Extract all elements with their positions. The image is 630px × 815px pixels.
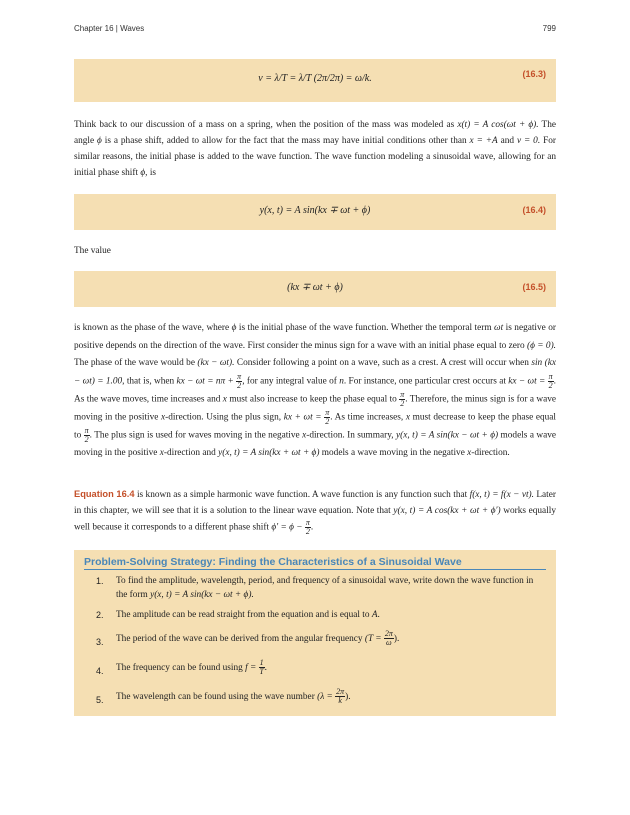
text: is known as a simple harmonic wave function. A wave function is any function such that: [134, 490, 470, 500]
math: f =: [245, 663, 259, 673]
denominator: 2: [237, 380, 242, 390]
math: y(x, t) = A cos(kx + ωt + ϕ′): [393, 506, 501, 516]
text: must also increase to keep the phase equal to: [226, 394, 400, 405]
item-number: 2.: [96, 610, 104, 620]
denominator: 2: [548, 380, 553, 390]
equation-box-16-5: [74, 271, 556, 307]
text: models a wave moving in the negative: [319, 448, 468, 459]
denominator: k: [338, 696, 342, 706]
item-number: 1.: [96, 576, 104, 586]
text: The angle: [74, 120, 556, 146]
math: x: [222, 394, 227, 405]
text: For similar reasons, the initial phase is added to the wave function. The wave function modeling a sinusoidal wave, allowing for an initial phase shift: [74, 136, 556, 178]
text: works equally well because it corresponds to a different phase shift: [74, 506, 556, 533]
page-number: 799: [542, 24, 556, 33]
text: . As the wave moves, time increases and: [74, 376, 556, 405]
text: Think back to our discussion of a mass on a spring, when the position of the mass was modeled as: [74, 120, 458, 130]
paragraph-phase-of-wave: [74, 320, 556, 463]
item-number: 3.: [96, 637, 104, 647]
math: (kx − ωt).: [197, 358, 235, 368]
math: kx − ωt = nπ +: [176, 376, 237, 387]
text: is: [147, 168, 157, 178]
denominator: 2: [400, 398, 405, 408]
math: ϕ: [231, 323, 237, 333]
denominator: 2: [325, 416, 330, 426]
fraction: [384, 630, 394, 647]
text: models a wave moving in the positive: [74, 430, 556, 459]
text: , for any integral value of: [242, 376, 340, 387]
text: -direction and: [163, 448, 219, 459]
equation-16-3: v = λ/T = λ/T (2π/2π) = ω/k.: [258, 73, 372, 84]
math: kx + ωt =: [283, 412, 325, 423]
numerator: 2π: [336, 687, 345, 697]
numerator: π: [400, 389, 405, 399]
math: n: [339, 376, 344, 387]
text: and: [497, 136, 517, 146]
equation-16-4: y(x, t) = A sin(kx ∓ ωt + ϕ): [259, 205, 371, 216]
math: kx − ωt =: [508, 376, 548, 387]
denominator: ω: [386, 638, 392, 648]
text: -direction. Using the plus sign,: [165, 412, 284, 423]
math: ϕ′ = ϕ −: [271, 522, 305, 533]
item-text: To find the amplitude, wavelength, period, and frequency of a sinusoidal wave, write down the wave function in the form: [116, 576, 534, 600]
text: Later in this chapter, we will see that it is a solution to the linear wave equation. Note that: [74, 490, 556, 516]
list-item: [84, 574, 546, 602]
math: (T =: [364, 634, 384, 644]
text: . As time increases,: [330, 412, 406, 423]
math: sin (kx − ωt) = 1.00: [74, 358, 556, 387]
paragraph-phase-shift: [74, 117, 556, 181]
equation-16-5: (kx ∓ ωt + ϕ): [287, 282, 343, 293]
math: x: [405, 412, 410, 423]
denominator: 2: [84, 434, 89, 444]
text: is negative or positive depends on the direction of the wave. First consider the minus sign for a wave with an initial phase equal to zero: [74, 323, 556, 351]
text: ).: [345, 692, 351, 702]
text: , that is, when: [122, 376, 177, 387]
math: x: [467, 448, 472, 459]
numerator: π: [237, 371, 242, 381]
equation-box-16-4: [74, 194, 556, 230]
paragraph-harmonic-wave: [74, 486, 556, 536]
numerator: 1: [259, 658, 264, 668]
equation-link[interactable]: Equation 16.4: [74, 489, 135, 499]
numerator: π: [325, 407, 330, 417]
strategy-list: [84, 574, 546, 707]
math: y(x, t) = A sin(kx − ωt + ϕ): [396, 430, 499, 441]
text: . Therefore, the minus sign is for a wave moving in the positive: [74, 394, 557, 423]
problem-solving-strategy-box: [74, 550, 556, 716]
numerator: π: [84, 425, 89, 435]
text: . The plus sign is used for waves moving in the negative: [89, 430, 303, 441]
list-item: [84, 658, 546, 678]
equation-number: (16.5): [522, 282, 546, 292]
math: x = +A: [469, 136, 498, 146]
text: The phase of the wave would be: [74, 358, 198, 368]
math: x: [159, 448, 164, 459]
denominator: T: [259, 667, 264, 677]
equation-box-16-3: [74, 59, 556, 102]
math: ϕ,: [140, 168, 148, 178]
math: x(t) = A cos(ωt + ϕ).: [457, 120, 539, 130]
item-number: 5.: [96, 695, 104, 705]
text: is a phase shift, added to allow for the fact that the mass may have initial conditions other than: [101, 136, 470, 146]
text: -direction. In summary,: [306, 430, 397, 441]
text: . For instance, one particular crest occurs at: [343, 376, 509, 387]
math: y(x, t) = A sin(kx + ωt + ϕ): [218, 448, 320, 459]
math: ωt: [494, 323, 504, 333]
numerator: 2π: [384, 629, 393, 639]
math: x: [302, 430, 307, 441]
math: (λ =: [317, 692, 336, 702]
paragraph-value: The value: [74, 246, 111, 256]
item-text: The frequency can be found using: [116, 663, 246, 673]
numerator: π: [548, 371, 553, 381]
text: Consider following a point on a wave, such as a crest. A crest will occur when: [234, 358, 532, 368]
text: .: [264, 663, 267, 673]
text: -direction.: [471, 448, 510, 459]
list-item: [84, 608, 546, 622]
math: A: [371, 610, 378, 620]
math: x: [161, 412, 166, 423]
text: is the initial phase of the wave function. Whether the temporal term: [236, 323, 495, 333]
denominator: 2: [305, 527, 310, 536]
math: (ϕ = 0).: [527, 340, 556, 351]
fraction: [335, 688, 345, 705]
equation-number: (16.4): [522, 205, 546, 215]
text: must decrease to keep the phase equal to: [74, 412, 556, 441]
math: f(x, t) = f(x − vt).: [469, 490, 534, 500]
math: y(x, t) = A sin(kx − ωt + ϕ).: [150, 590, 254, 600]
text: .: [377, 610, 380, 620]
item-number: 4.: [96, 666, 104, 676]
list-item: [84, 687, 546, 707]
strategy-title: Problem-Solving Strategy: Finding the Characteristics of a Sinusoidal Wave: [84, 556, 546, 570]
equation-number: (16.3): [522, 69, 546, 79]
item-text: The amplitude can be read straight from the equation and is equal to: [116, 610, 372, 620]
item-text: The period of the wave can be derived from the angular frequency: [116, 634, 365, 644]
numerator: π: [305, 518, 310, 527]
math: ϕ: [97, 136, 102, 146]
item-text: The wavelength can be found using the wave number: [116, 692, 318, 702]
text: ).: [393, 634, 400, 644]
chapter-title: Chapter 16 | Waves: [74, 24, 145, 33]
text: .: [310, 522, 314, 533]
text: is known as the phase of the wave, where: [74, 323, 232, 333]
page-header: [74, 24, 556, 38]
math: v = 0.: [516, 136, 541, 146]
list-item: [84, 629, 546, 649]
